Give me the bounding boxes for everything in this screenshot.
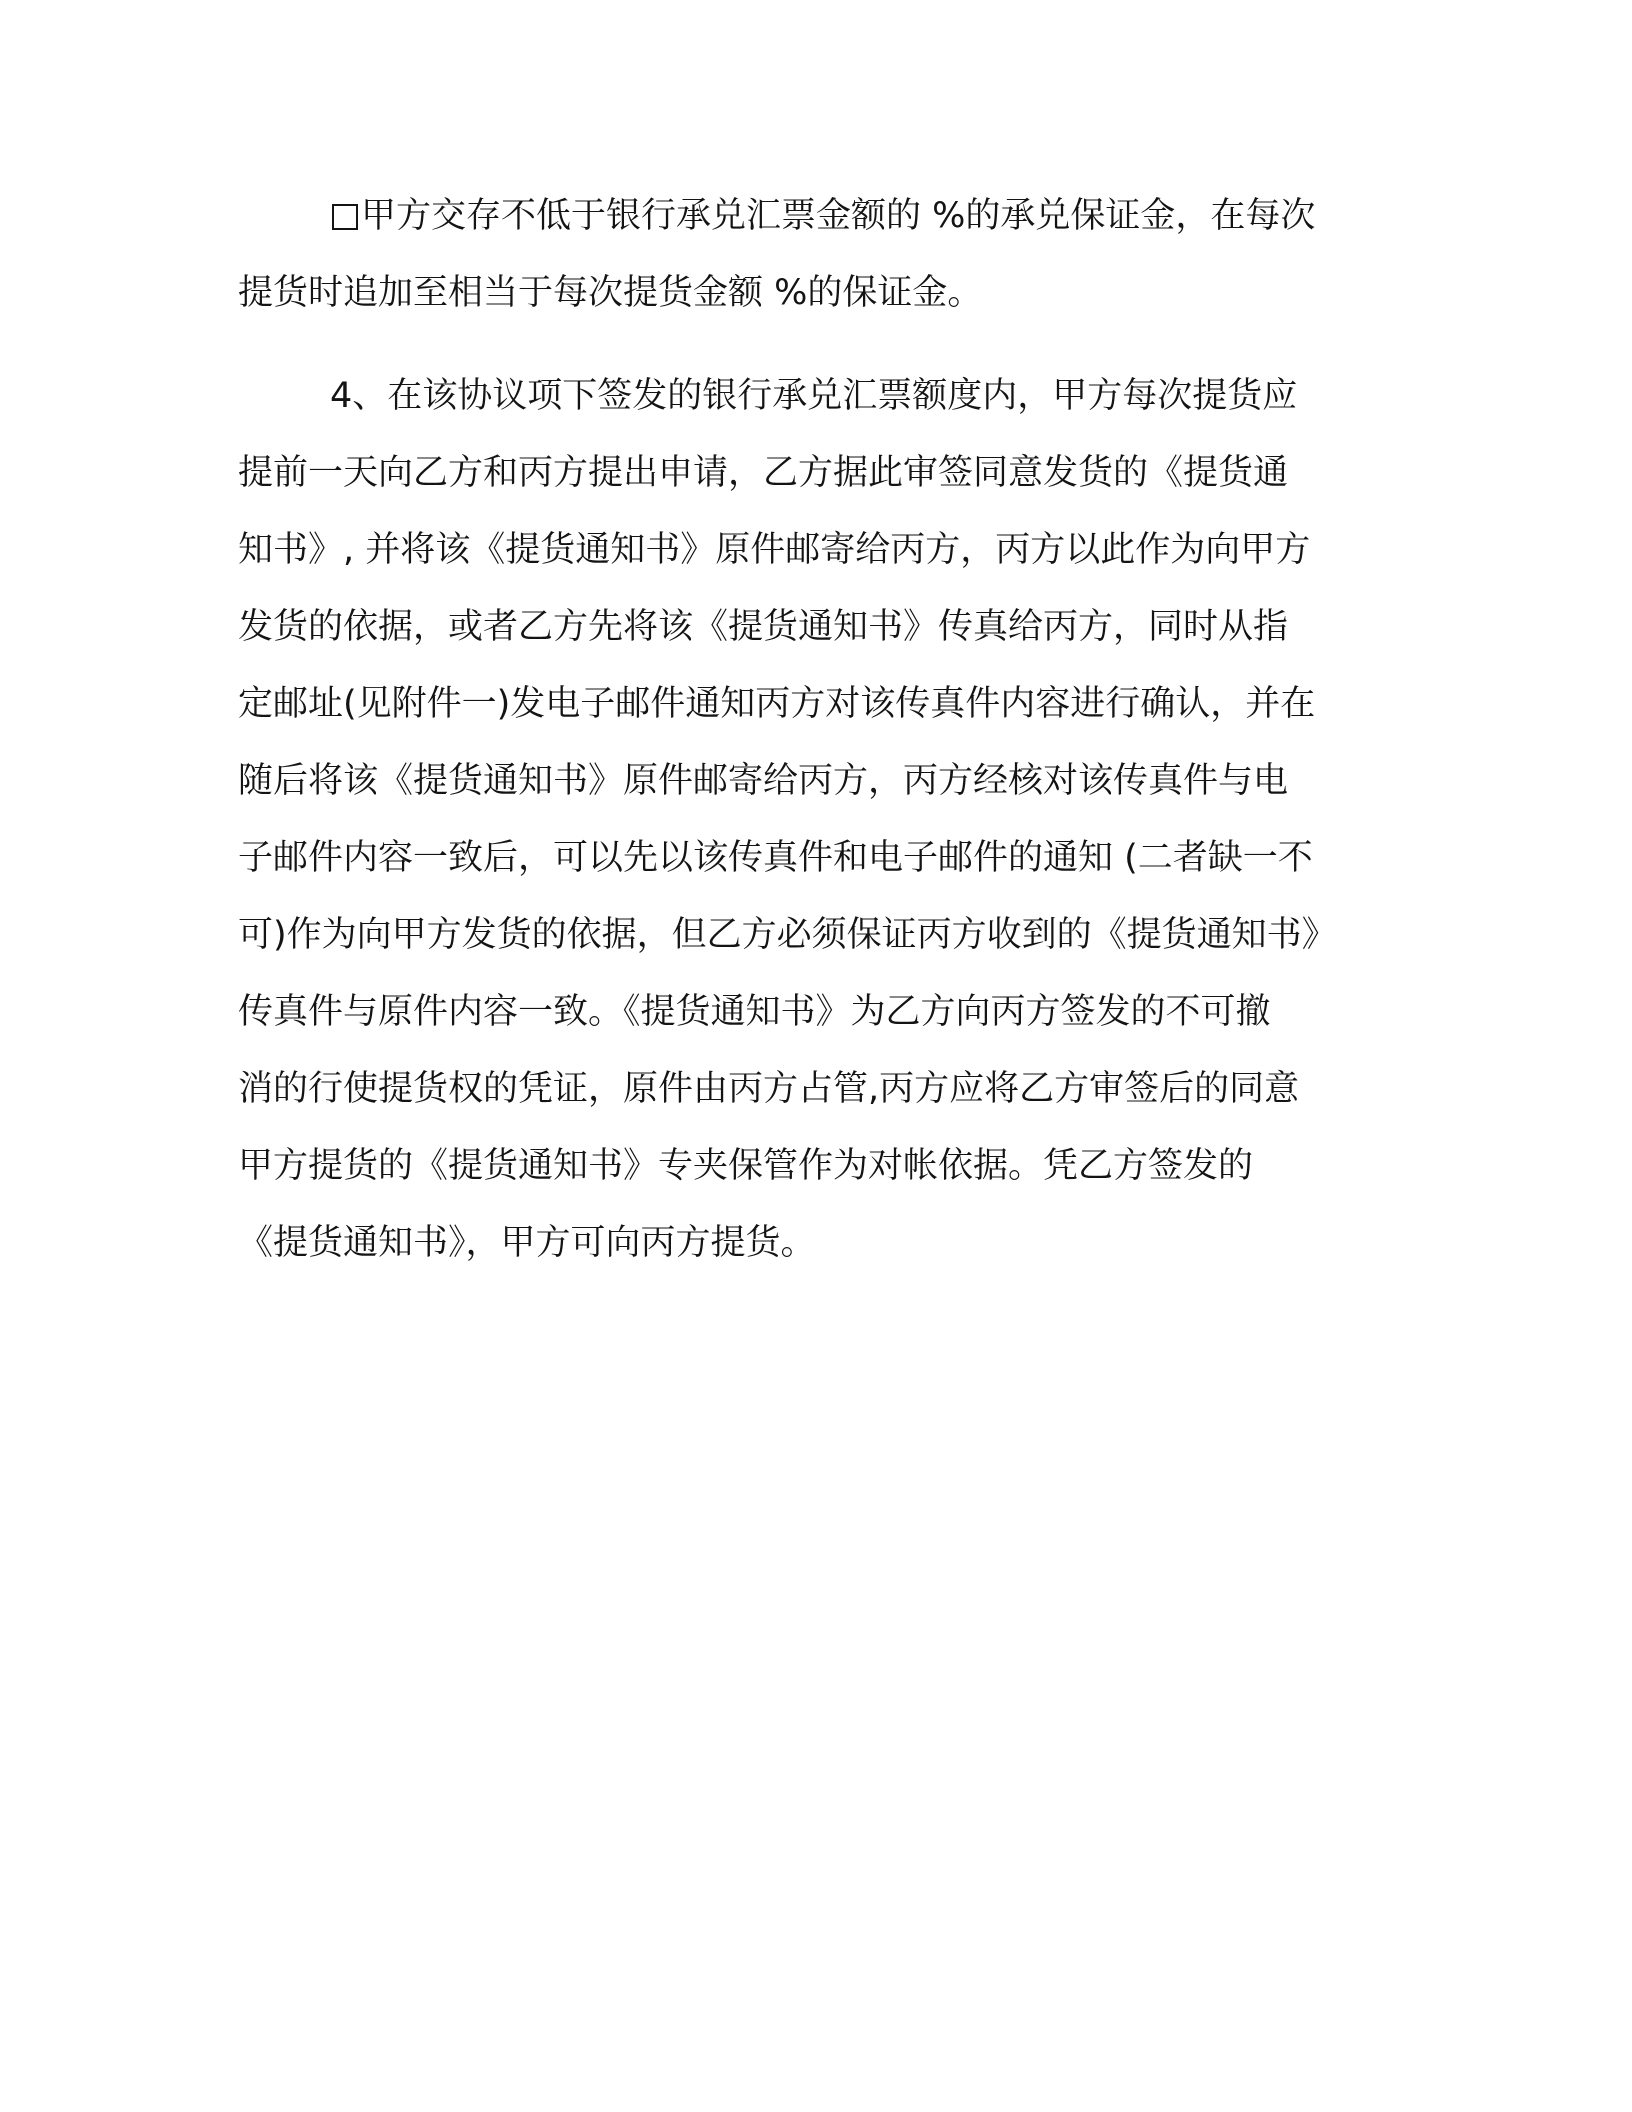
paragraph-line: 甲方提货的《提货通知书》专夹保管作为对帐依据。凭乙方签发的 [238, 1146, 1254, 1186]
paragraph-line: 随后将该《提货通知书》原件邮寄给丙方，丙方经核对该传真件与电 [238, 761, 1289, 801]
paragraph-line [238, 178, 1388, 255]
paragraph-line: 定邮址(见附件一)发电子邮件通知丙方对该传真件内容进行确认，并在 [238, 684, 1316, 724]
paragraph-line: 传真件与原件内容一致。《提货通知书》为乙方向丙方签发的不可撤 [238, 992, 1271, 1032]
paragraph-line: 消的行使提货权的凭证，原件由丙方占管,丙方应将乙方审签后的同意 [238, 1069, 1300, 1109]
paragraph-line: 提前一天向乙方和丙方提出申请，乙方据此审签同意发货的《提货通 [238, 453, 1289, 493]
paragraph-line: 《提货通知书》，甲方可向丙方提货。 [238, 1223, 816, 1263]
paragraph-line: 4、在该协议项下签发的银行承兑汇票额度内，甲方每次提货应 [330, 376, 1298, 416]
paragraph-line: 可)作为向甲方发货的依据，但乙方必须保证丙方收到的《提货通知书》 [238, 915, 1337, 955]
paragraph-line: 提货时追加至相当于每次提货金额 %的保证金。 [238, 273, 983, 313]
paragraph-line: 知书》, 并将该《提货通知书》原件邮寄给丙方，丙方以此作为向甲方 [238, 530, 1311, 570]
paragraph-clause-4 [238, 358, 1388, 1282]
paragraph-deposit-option [238, 178, 1388, 332]
paragraph-line-text: 甲方交存不低于银行承兑汇票金额的 %的承兑保证金，在每次 [361, 196, 1316, 236]
paragraph-line: 子邮件内容一致后，可以先以该传真件和电子邮件的通知 (二者缺一不 [238, 838, 1313, 878]
checkbox-icon[interactable] [332, 204, 358, 230]
paragraph-line: 发货的依据，或者乙方先将该《提货通知书》传真给丙方，同时从指 [238, 607, 1289, 647]
